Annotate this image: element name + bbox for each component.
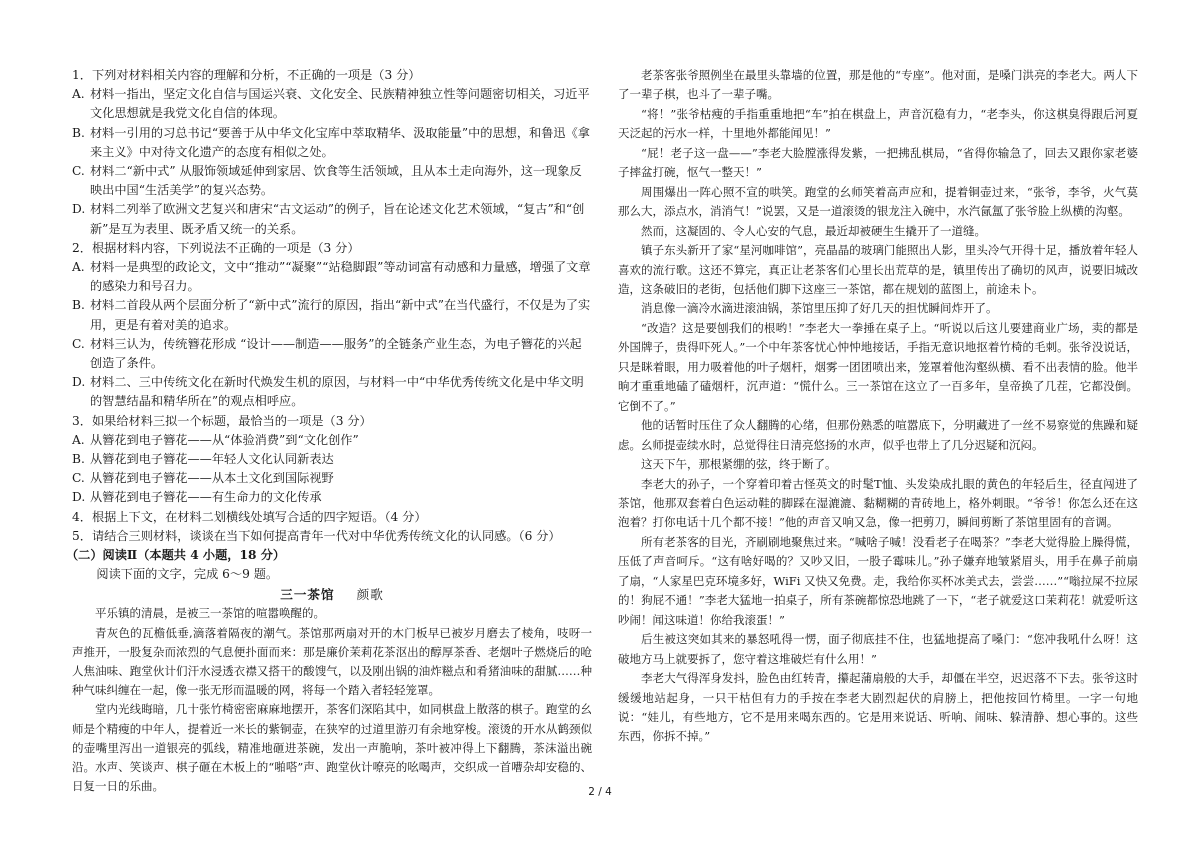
story-paragraph: 他的话暂时压住了众人翻腾的心绪，但那份熟悉的喧嚣底下，分明藏进了一丝不易察觉的焦躁和疑虑。幺师提壶续水时，总觉得往日清亮悠扬的水声，似乎也带上了几分迟疑和沉闷。 — [618, 418, 1138, 452]
option-b: B. 从簪花到电子簪花——年轻人文化认同新表达 — [72, 452, 334, 467]
story-paragraph: 周围爆出一阵心照不宣的哄笑。跑堂的幺师笑着高声应和，提着铜壶过来，“张爷，李爷，火气莫那么大，添点水，消消气！”说罢，又是一道滚烫的银龙注入碗中，水汽氤氲了张爷脸上纵横的沟壑。 — [618, 184, 1138, 219]
question-5: 5．请结合三则材料，谈谈在当下如何提高青年一代对中华优秀传统文化的认同感。（6 分） — [72, 528, 561, 543]
option-c: C. 材料二“新中式” 从服饰领域延伸到家居、饮食等生活领域，且从本土走向海外，这一现象反映出中国“生活美学”的复兴态势。 — [72, 164, 582, 198]
story-paragraph: 所有老茶客的目光，齐刷刷地聚焦过来。“喊啥子喊！没看老子在喝茶？”李老大觉得脸上臊得慌，压低了声音呵斥。“这有啥好喝的？又吵又旧，一股子霉味儿。”孙子嫌弃地皱紧眉头，用手在鼻子前扇了扇，“人家星巴克环境多好，WiFi 又快又免费。走，我给你买杯冰美式去，尝尝……”“嗡拉屎不拉尿的！狗屁不通！”李老大猛地一拍桌子，所有茶碗都惊恐地跳了一下，“老子就爱这口茉莉花！就爱听这吵闹！闻这味道！你给我滚蛋！” — [618, 534, 1138, 627]
story-paragraph: 然而，这凝固的、令人心安的气息，最近却被硬生生撬开了一道缝。 — [641, 223, 986, 238]
option-d: D. 材料二、三中传统文化在新时代焕发生机的原因，与材料一中“中华优秀传统文化是中华文明的智慧结晶和精华所在”的观点相呼应。 — [72, 375, 584, 409]
story-paragraph: “改造？这是要刨我们的根哟！”李老大一拳捶在桌子上。“听说以后这儿要建商业广场，卖的都是外国牌子，贵得吓死人。”一个中年茶客忧心忡忡地接话，手指无意识地抠着竹椅的毛刺。张爷没说话，只是眯着眼，用力吸着他的叶子烟杆，烟雾一团团喷出来，笼罩着他沟壑纵横、看不出表情的脸。他半晌才重重地磕了磕烟杆，沉声道：“慌什么。三一茶馆在这立了一百多年，皇帝换了几茬，它都没倒。它倒不了。” — [618, 320, 1138, 413]
option-c: C. 从簪花到电子簪花——从本土文化到国际视野 — [72, 471, 334, 486]
option-d: D. 从簪花到电子簪花——有生命力的文化传承 — [72, 490, 322, 505]
option-b: B. 材料一引用的习总书记“要善于从中华文化宝库中萃取精华、汲取能量”中的思想，和鲁迅《拿来主义》中对待文化遗产的态度有相似之处。 — [72, 125, 590, 159]
story-title — [72, 585, 592, 604]
story-author: 颜歌 — [356, 586, 384, 602]
story-paragraph: 消息像一滴冷水滴进滚油锅，茶馆里压抑了好几天的担忧瞬间炸开了。 — [641, 301, 998, 316]
question-stem: 3．如果给材料三拟一个标题，最恰当的一项是（3 分） — [72, 413, 372, 428]
story-paragraph: 镇子东头新开了家“星河咖啡馆”，亮晶晶的玻璃门能照出人影，里头冷气开得十足，播放着年轻人喜欢的流行歌。这还不算完，真正让老茶客们心里长出荒草的是，镇里传出了确切的风声，说要旧城改造，这条破旧的老街，包括他们脚下这座三一茶馆，都在规划的蓝图上，前途未卜。 — [618, 243, 1138, 296]
question-stem: 1．下列对材料相关内容的理解和分析，不正确的一项是（3 分） — [72, 68, 421, 82]
page-number: 2 / 4 — [588, 786, 612, 798]
story-title-text: 三一茶馆 — [280, 586, 335, 602]
story-paragraph: 李老大的孙子，一个穿着印着古怪英文的时髦T恤、头发染成扎眼的黄色的年轻后生，径直闯进了茶馆，他那双套着白色运动鞋的脚踩在湿漉漉、黏糊糊的青砖地上，格外刺眼。“爷爷！你怎么还在这泡着？打你电话十几个都不接！”他的声音又响又急，像一把剪刀，瞬间剪断了茶馆里固有的音调。 — [618, 476, 1138, 530]
question-3 — [72, 412, 592, 508]
story-paragraph: 李老大气得浑身发抖，脸色由红转青，攥起蒲扇般的大手，却僵在半空，迟迟落不下去。张爷这时缓缓地站起身，一只干枯但有力的手按在李老大剧烈起伏的肩膀上，把他按回竹椅里。一字一句地说：“娃儿，有些地方，它不是用来喝东西的。它是用来说话、听响、闹味、躲清静、想心事的。这些东西，你拆不掉。” — [618, 671, 1138, 744]
story-paragraph: “屁！老子这一盘——”李老大脸膛涨得发紫，一把拂乱棋局，“省得你输急了，回去又跟你家老婆子摔盆打碗，怄气一整天！” — [618, 145, 1138, 180]
question-4: 4．根据上下文，在材料二划横线处填写合适的四字短语。（4 分） — [72, 509, 427, 524]
option-a: A. 从簪花到电子簪花——从“体验消费”到“文化创作” — [72, 432, 359, 447]
left-column — [66, 66, 592, 796]
section-heading: （二）阅读Ⅱ（本题共 4 小题，18 分） — [66, 548, 286, 563]
story-paragraph: 老茶客张爷照例坐在最里头靠墙的位置，那是他的“专座”。他对面，是嗓门洪亮的李老大。两人下了一辈子棋，也斗了一辈子嘴。 — [618, 68, 1138, 102]
story-paragraph: 青灰色的瓦檐低垂,滴落着隔夜的潮气。茶馆那两扇对开的木门板早已被岁月磨去了棱角，吱呀一声推开，一股复杂而浓烈的气息便扑面而来：那是廉价茉莉花茶沤出的醇厚茶香、老烟叶子燃烧后的呛人焦油味、跑堂伙计们汗水浸透衣襟又搭干的酸馊气，以及刚出锅的油炸糍点和肴猪油味的甜腻……种种气味纠缠在一起，像一张无形而温暖的网，将每一个踏入者轻轻笼罩。 — [72, 625, 592, 698]
question-1 — [72, 66, 592, 239]
story-paragraph: 平乐镇的清晨，是被三一茶馆的喧嚣唤醒的。 — [95, 606, 325, 621]
story-paragraph: 堂内光线晦暗，几十张竹椅密密麻麻地摆开，茶客们深陷其中，如同棋盘上散落的棋子。跑堂的幺师是个精瘦的中年人，提着近一米长的紫铜壶，在狭窄的过道里游刃有余地穿梭。滚烫的开水从鹤颈似的壶嘴里泻出一道银亮的弧线，精准地砸进茶碗，发出一声脆响，茶叶被冲得上下翻腾，茶沫溢出碗沿。水声、笑谈声、棋子砸在木板上的“啪嗒”声、跑堂伙计嘹亮的吆喝声，交织成一首嘈杂却安稳的、日复一日的乐曲。 — [72, 702, 592, 794]
question-2 — [72, 239, 592, 412]
option-a: A. 材料一是典型的政论文，文中“推动”“凝聚”“站稳脚跟”等动词富有动感和力量感，增强了文章的感染力和号召力。 — [72, 260, 591, 294]
question-stem: 2．根据材料内容，下列说法不正确的一项是（3 分） — [72, 240, 360, 255]
option-c: C. 材料三认为，传统簪花形成 “设计——制造——服务”的全链条产业生态，为电子簪花的兴起创造了条件。 — [72, 336, 582, 371]
option-a: A. 材料一指出，坚定文化自信与国运兴衰、文化安全、民族精神独立性等问题密切相关，习近平文化思想就是我党文化自信的体现。 — [72, 87, 590, 121]
option-b: B. 材料二首段从两个层面分析了“新中式”流行的原因，指出“新中式”在当代盛行，不仅是为了实用，更是有着对美的追求。 — [72, 298, 591, 332]
story-paragraph: “将！”张爷枯瘦的手指重重地把“车”拍在棋盘上，声音沉稳有力，“老李头，你这棋臭得跟后河夏天泛起的污水一样，十里地外都能闻见！” — [618, 106, 1138, 141]
option-d: D. 材料二列举了欧洲文艺复兴和唐宋“古文运动”的例子，旨在论述文化艺术领域，“复古”和“创新”是互为表里、既矛盾又统一的关系。 — [72, 202, 585, 236]
right-column — [618, 66, 1138, 747]
story-paragraph: 后生被这突如其来的暴怒吼得一愣，面子彻底挂不住，也猛地提高了嗓门：“您冲我吼什么呀！这破地方马上就要拆了，您守着这堆破烂有什么用！” — [618, 632, 1138, 666]
story-paragraph: 这天下午，那根紧绷的弦，终于断了。 — [641, 457, 837, 472]
section-intro: 阅读下面的文字，完成 6～9 题。 — [96, 567, 279, 582]
